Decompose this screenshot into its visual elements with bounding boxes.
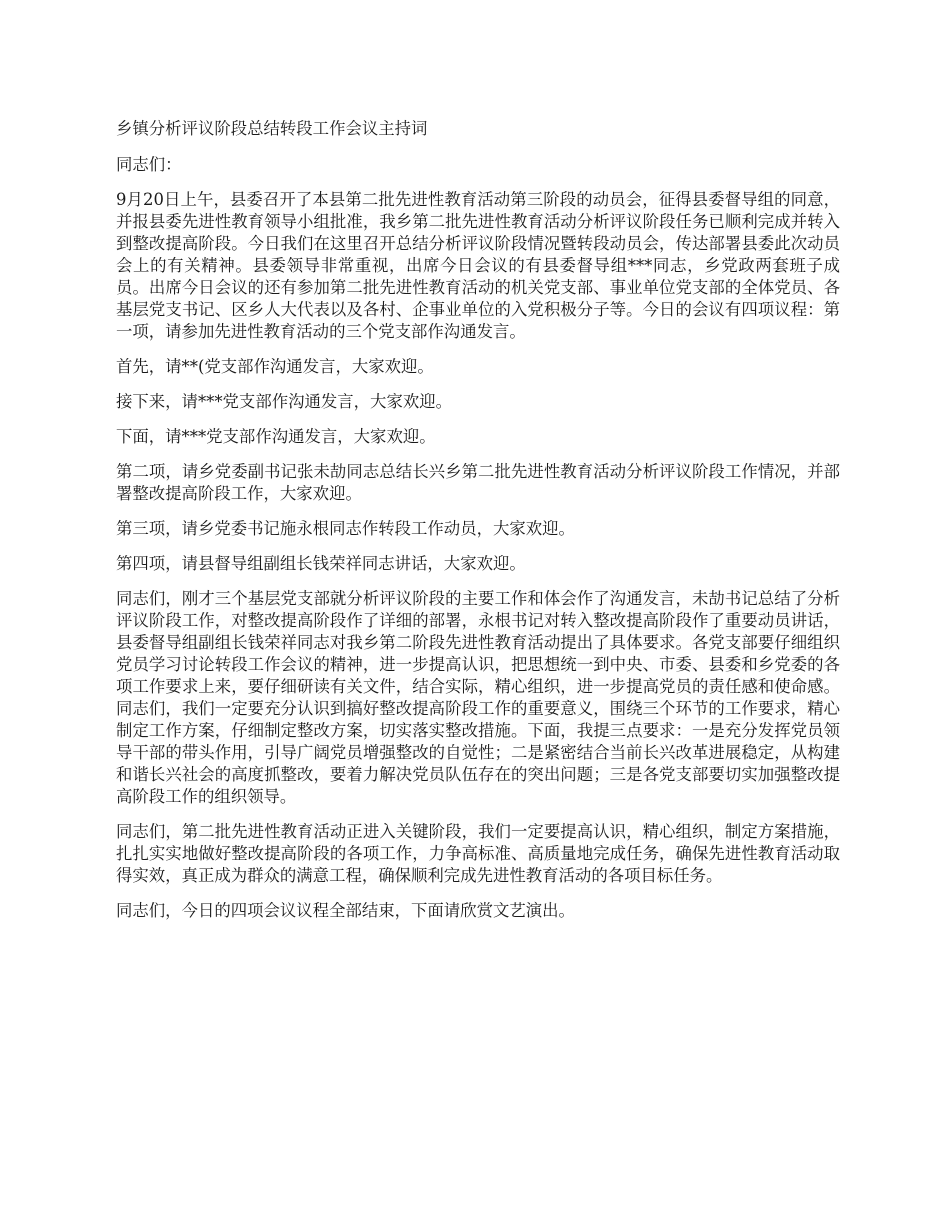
paragraph-third-speaker: 下面，请***党支部作沟通发言，大家欢迎。 <box>116 427 436 446</box>
document-title: 乡镇分析评议阶段总结转段工作会议主持词 <box>116 119 428 138</box>
paragraph-closing-requirements: 同志们，第二批先进性教育活动正进入关键阶段，我们一定要提高认识，精心组织，制定方案措施，扎扎实实地做好整改提高阶段的各项工作，力争高标准、高质量地完成任务，确保先进性教育活动取得实效，真正成为群众的满意工程，确保顺利完成先进性教育活动的各项目标任务。 <box>116 822 840 885</box>
paragraph-first-speaker: 首先，请**(党支部作沟通发言，大家欢迎。 <box>116 357 434 376</box>
salutation: 同志们： <box>116 155 182 174</box>
document-body <box>116 118 840 935</box>
paragraph-agenda-item-3: 第三项，请乡党委书记施永根同志作转段工作动员，大家欢迎。 <box>116 519 575 538</box>
paragraph-closing: 同志们，今日的四项会议议程全部结束，下面请欣赏文艺演出。 <box>116 901 575 920</box>
paragraph-second-speaker: 接下来，请***党支部作沟通发言，大家欢迎。 <box>116 392 453 411</box>
paragraph-summary: 同志们，刚才三个基层党支部就分析评议阶段的主要工作和体会作了沟通发言，未劼书记总结了分析评议阶段工作，对整改提高阶段作了详细的部署，永根书记对转入整改提高阶段作了重要动员讲话，县委督导组副组长钱荣祥同志对我乡第二阶段先进性教育活动提出了具体要求。各党支部要仔细组织党员学习讨论转段工作会议的精神，进一步提高认识，把思想统一到中央、市委、县委和乡党委的各项工作要求上来，要仔细研读有关文件，结合实际，精心组织，进一步提高党员的责任感和使命感。同志们，我们一定要充分认识到搞好整改提高阶段工作的重要意义，围绕三个环节的工作要求，精心制定工作方案，仔细制定整改方案，切实落实整改措施。下面，我提三点要求：一是充分发挥党员领导干部的带头作用，引导广阔党员增强整改的自觉性；二是紧密结合当前长兴改革进展稳定，从构建和谐长兴社会的高度抓整改，要着力解决党员队伍存在的突出问题；三是各党支部要切实加强整改提高阶段工作的组织领导。 <box>116 589 840 806</box>
paragraph-agenda-item-4: 第四项，请县督导组副组长钱荣祥同志讲话，大家欢迎。 <box>116 554 526 573</box>
paragraph-opening: 9月20日上午，县委召开了本县第二批先进性教育活动第三阶段的动员会，征得县委督导组的同意，并报县委先进性教育领导小组批准，我乡第二批先进性教育活动分析评议阶段任务已顺利完成并转入到整改提高阶段。今日我们在这里召开总结分析评议阶段情况暨转段动员会，传达部署县委此次动员会上的有关精神。县委领导非常重视，出席今日会议的有县委督导组***同志，乡党政两套班子成员。出席今日会议的还有参加第二批先进性教育活动的机关党支部、事业单位党支部的全体党员、各基层党支书记、区乡人大代表以及各村、企事业单位的入党积极分子等。今日的会议有四项议程：第一项，请参加先进性教育活动的三个党支部作沟通发言。 <box>116 190 840 341</box>
paragraph-agenda-item-2: 第二项，请乡党委副书记张未劼同志总结长兴乡第二批先进性教育活动分析评议阶段工作情况，并部署整改提高阶段工作，大家欢迎。 <box>116 462 840 503</box>
